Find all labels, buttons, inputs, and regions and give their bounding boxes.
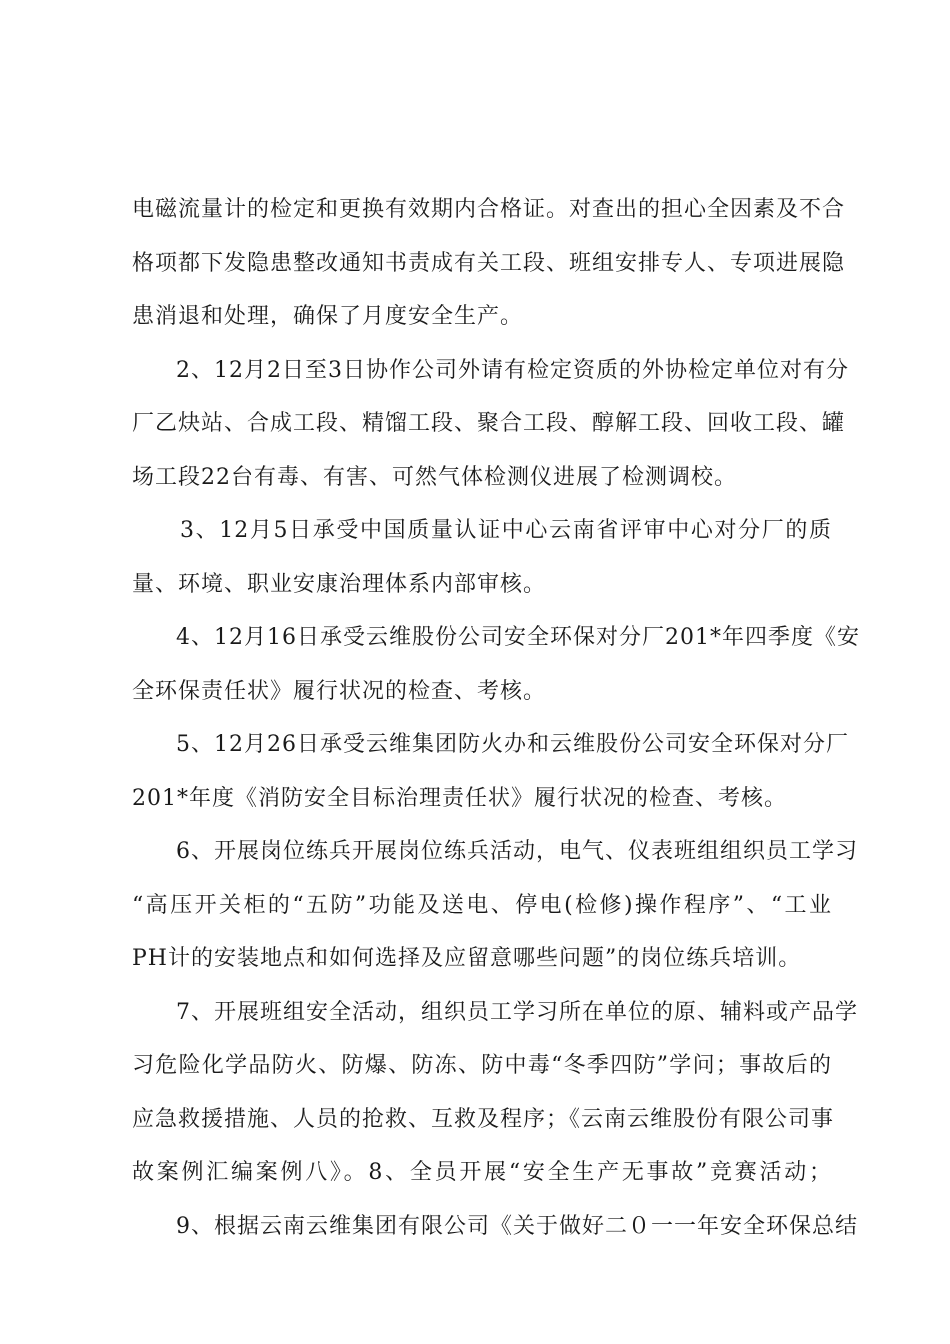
text-line: 场工段22台有毒、有害、可然气体检测仪进展了检测调校。	[132, 464, 737, 490]
paragraph-item-9-line: 9、根据云南云维集团有限公司《关于做好二０一一年安全环保总结	[176, 1213, 858, 1239]
text-line: 全环保责任状》履行状况的检查、考核。	[132, 678, 547, 704]
text-line: 患消退和处理，确保了月度安全生产。	[132, 304, 524, 329]
text-line: 习危险化学品防火、防爆、防冻、防中毒“冬季四防”学问；事故后的	[132, 1053, 832, 1078]
text-line: 格项都下发隐患整改通知书责成有关工段、班组安排专人、专项进展隐	[132, 250, 846, 276]
text-line: PH计的安装地点和如何选择及应留意哪些问题”的岗位练兵培训。	[132, 946, 802, 971]
document-body	[132, 183, 860, 1253]
paragraph-item-5-line: 5、12月26日承受云维集团防火办和云维股份公司安全环保对分厂	[176, 732, 849, 757]
text-line: 201*年度《消防安全目标治理责任状》履行状况的检查、考核。	[132, 785, 787, 811]
text-line: 电磁流量计的检定和更换有效期内合格证。对查出的担心全因素及不合	[132, 197, 846, 222]
text-line: 应急救援措施、人员的抢救、互救及程序；《云南云维股份有限公司事	[132, 1106, 835, 1132]
paragraph-item-4-line: 4、12月16日承受云维股份公司安全环保对分厂201*年四季度《安	[176, 625, 860, 650]
paragraph-item-3-line: 3、12月5日承受中国质量认证中心云南省评审中心对分厂的质	[180, 518, 832, 543]
paragraph-item-6-line: 6、开展岗位练兵开展岗位练兵活动，电气、仪表班组组织员工学习	[176, 839, 858, 864]
text-line: 故案例汇编案例八》。8、全员开展“安全生产无事故”竞赛活动；	[132, 1160, 832, 1185]
paragraph-item-7-line: 7、开展班组安全活动，组织员工学习所在单位的原、辅料或产品学	[176, 999, 858, 1025]
text-line: “高压开关柜的“五防”功能及送电、停电(检修)操作程序”、“工业	[132, 892, 832, 918]
text-line: 量、环境、职业安康治理体系内部审核。	[132, 571, 547, 597]
text-line: 厂乙炔站、合成工段、精馏工段、聚合工段、醇解工段、回收工段、罐	[132, 411, 846, 436]
paragraph-item-2-line: 2、12月2日至3日协作公司外请有检定资质的外协检定单位对有分	[176, 357, 849, 383]
